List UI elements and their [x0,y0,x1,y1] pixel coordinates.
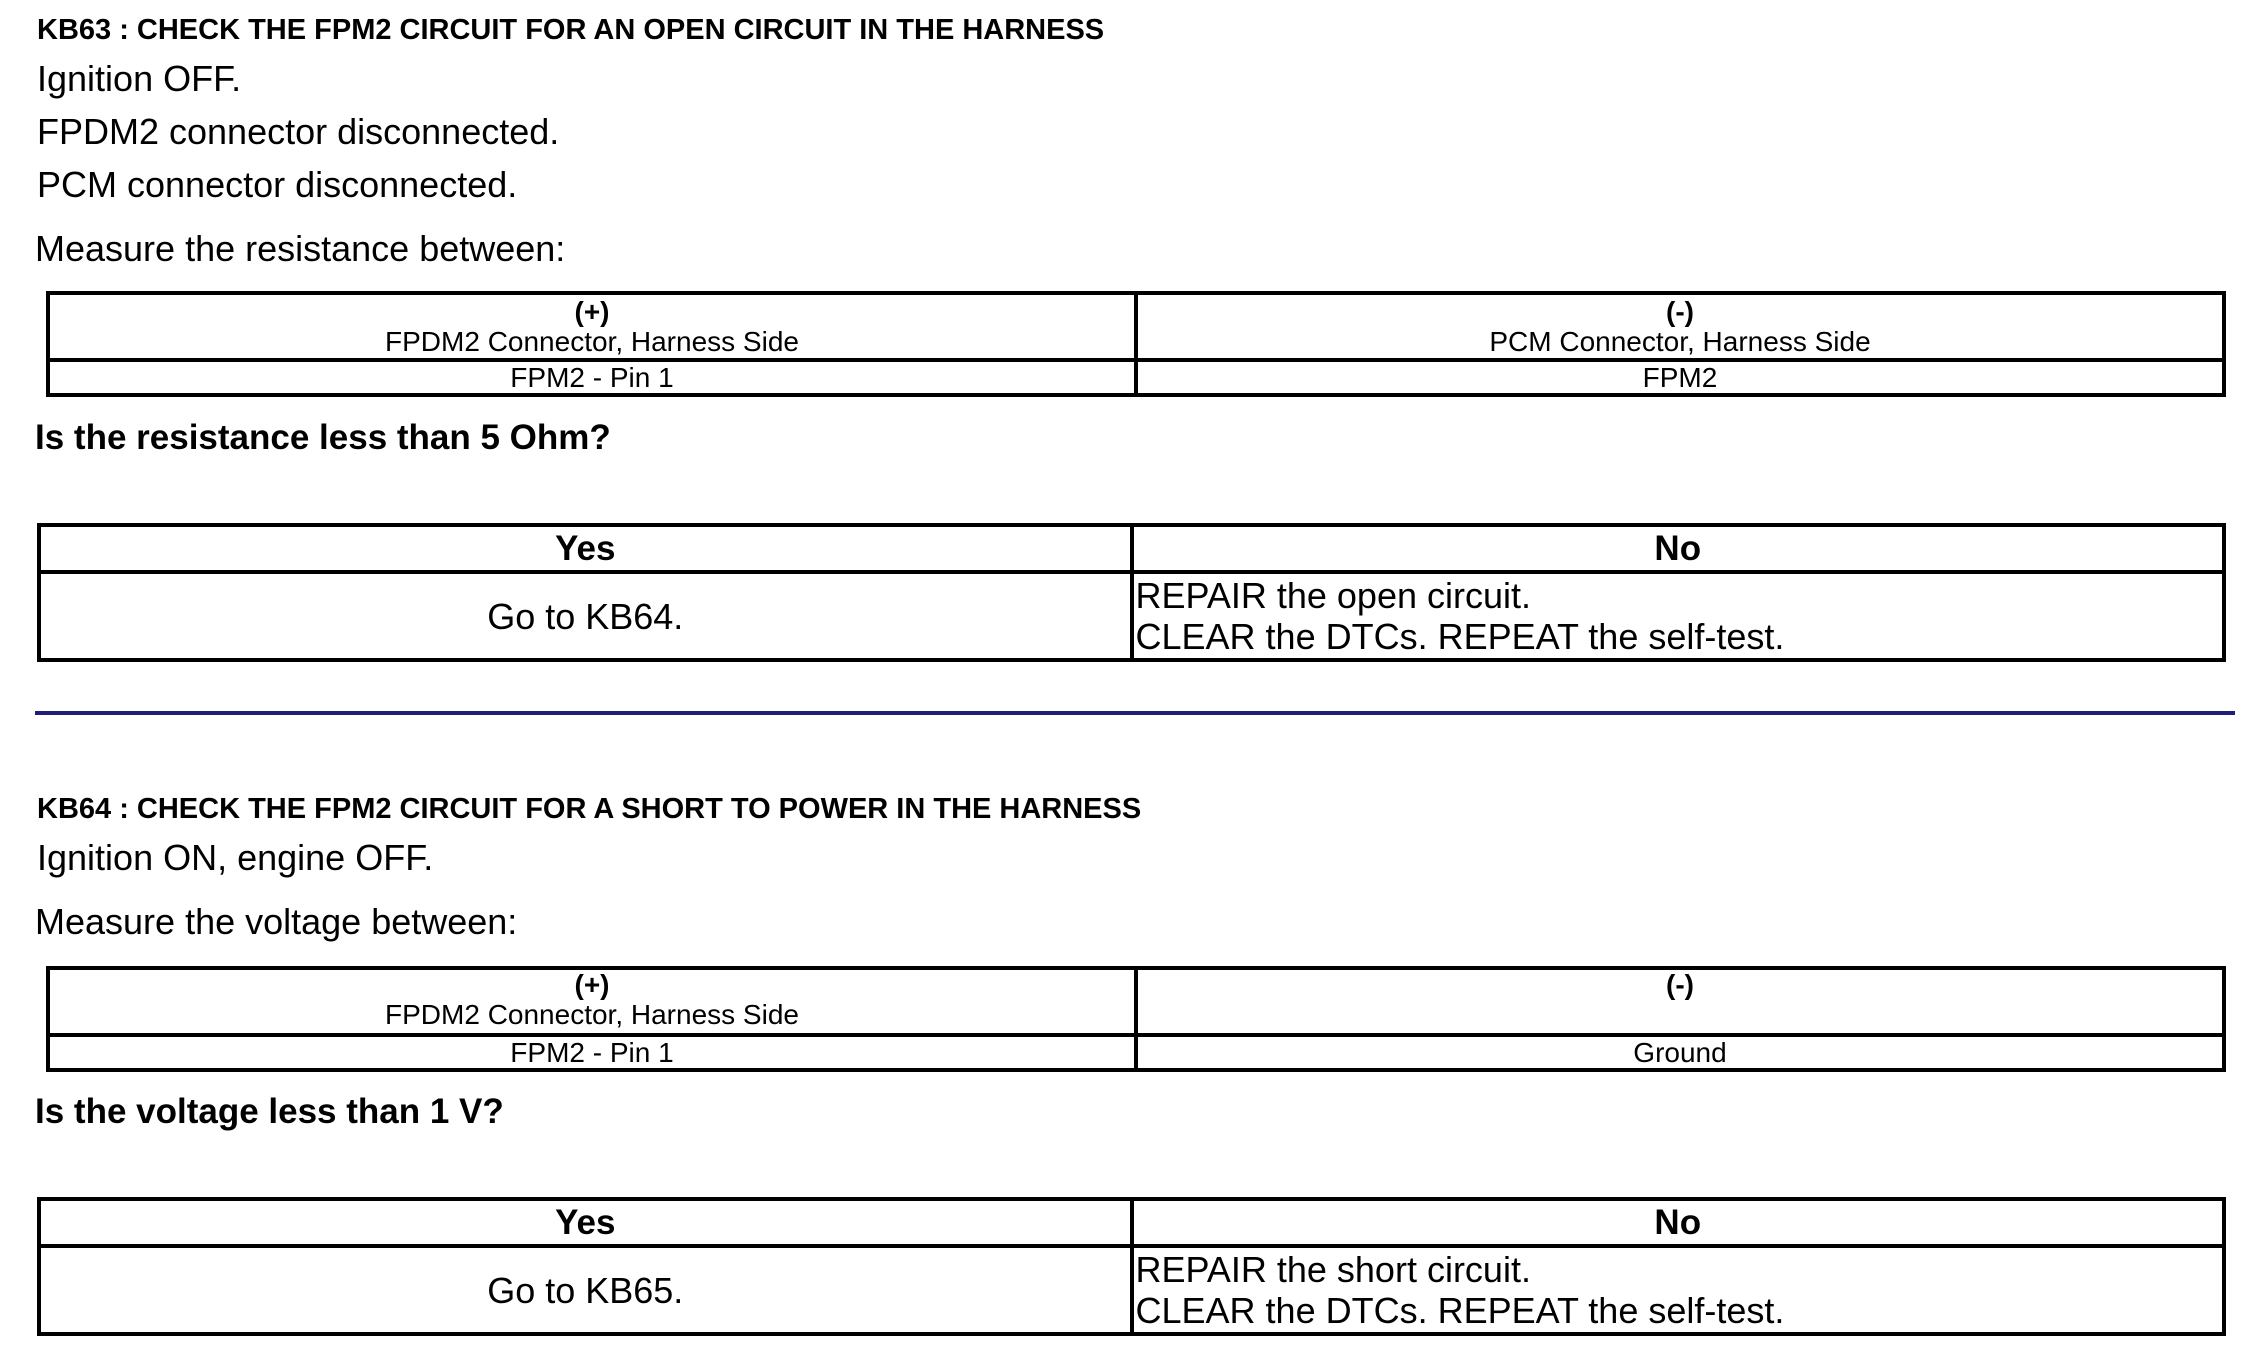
kb64-neg-symbol: (-) [1666,969,1694,1000]
kb64-neg-value: Ground [1136,1035,2224,1070]
kb63-pos-value: FPM2 - Pin 1 [48,360,1136,395]
kb64-title: KB64 : CHECK THE FPM2 CIRCUIT FOR A SHORT TO POWER IN THE HARNESS [37,793,1142,825]
kb63-pos-symbol: (+) [574,295,610,327]
kb64-measurement-table [46,966,2226,1072]
kb64-no-header: No [1132,1199,2225,1246]
kb64-yes-action: Go to KB65. [39,1246,1132,1334]
kb63-yes-action: Go to KB64. [39,572,1132,660]
kb63-no-action [1132,572,2225,660]
kb63-measure-prompt: Measure the resistance between: [35,228,566,269]
kb63-neg-header [1136,293,2224,360]
kb63-title: KB63 : CHECK THE FPM2 CIRCUIT FOR AN OPEN CIRCUIT IN THE HARNESS [37,14,1105,46]
kb64-measure-prompt: Measure the voltage between: [35,901,518,942]
kb64-condition-ignition: Ignition ON, engine OFF. [37,837,434,878]
kb63-no-header: No [1132,525,2225,572]
kb64-no-action-line-2: CLEAR the DTCs. REPEAT the self-test. [1135,1290,1785,1331]
section-divider [35,711,2235,715]
kb64-pos-value: FPM2 - Pin 1 [48,1035,1136,1070]
kb63-no-action-line-1: REPAIR the open circuit. [1135,575,1532,616]
kb64-neg-header [1136,968,2224,1035]
kb63-decision-table [37,523,2226,662]
kb63-pos-label: FPDM2 Connector, Harness Side [385,325,799,357]
kb64-no-action [1132,1246,2225,1334]
kb64-pos-label: FPDM2 Connector, Harness Side [385,999,799,1030]
kb63-yes-header: Yes [39,525,1132,572]
kb63-neg-symbol: (-) [1666,295,1694,327]
kb63-condition-pcm: PCM connector disconnected. [37,164,518,205]
kb64-pos-header [48,968,1136,1035]
kb64-pos-symbol: (+) [574,969,610,1000]
kb63-measurement-table [46,291,2226,397]
kb64-no-action-line-1: REPAIR the short circuit. [1135,1249,1531,1290]
kb64-question: Is the voltage less than 1 V? [35,1092,504,1131]
kb63-pos-header [48,293,1136,360]
kb63-condition-fpdm2: FPDM2 connector disconnected. [37,111,560,152]
kb63-question: Is the resistance less than 5 Ohm? [35,418,611,457]
kb64-yes-header: Yes [39,1199,1132,1246]
kb63-neg-value: FPM2 [1136,360,2224,395]
kb63-neg-label: PCM Connector, Harness Side [1489,325,1871,357]
kb63-no-action-line-2: CLEAR the DTCs. REPEAT the self-test. [1135,616,1785,657]
kb63-condition-ignition: Ignition OFF. [37,58,242,99]
kb64-decision-table [37,1197,2226,1336]
